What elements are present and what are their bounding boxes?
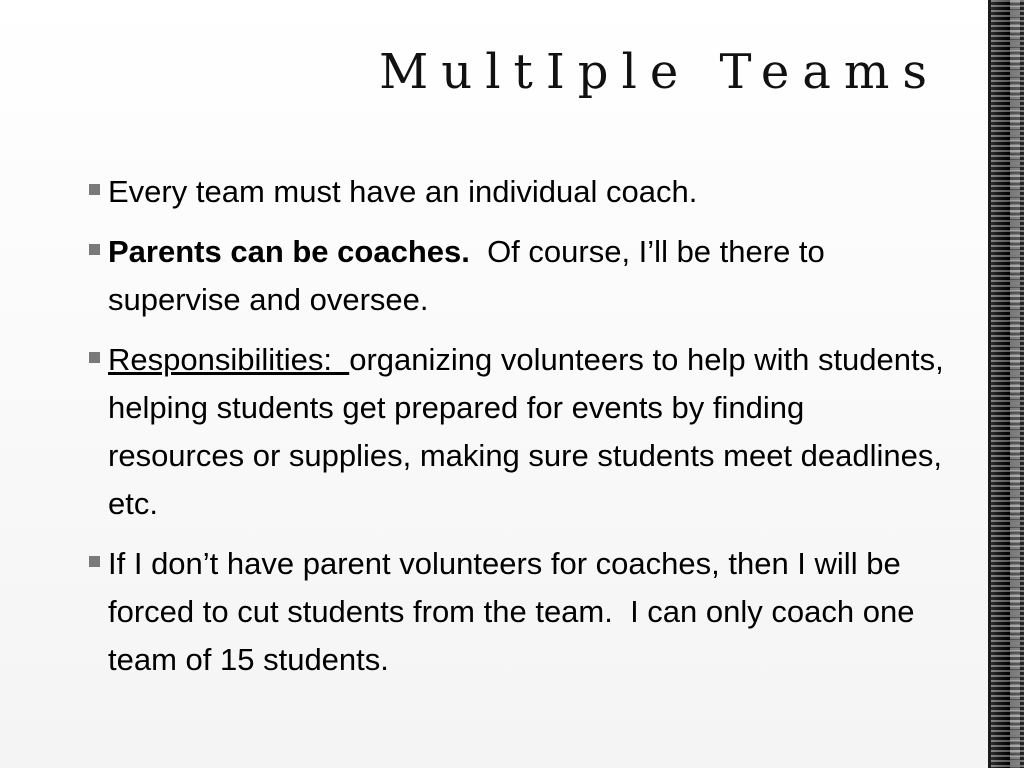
bullet-underlined-text: Responsibilities: <box>108 342 350 377</box>
bullet-item <box>86 540 946 684</box>
bullet-item <box>86 336 946 528</box>
decorative-side-strip <box>988 0 1024 768</box>
bullet-text: Every team must have an individual coach. <box>108 174 698 209</box>
square-bullet-icon <box>89 352 100 363</box>
bullet-text: Of course, I’ll be there to supervise and oversee. <box>108 234 834 317</box>
bullet-bold-text: Parents can be coaches. <box>108 234 470 269</box>
bullet-text: organizing volunteers to help with students, helping students get prepared for events by finding resources or supplies, making sure students meet deadlines, etc. <box>108 342 944 521</box>
square-bullet-icon <box>89 556 100 567</box>
square-bullet-icon <box>89 244 100 255</box>
square-bullet-icon <box>89 184 100 195</box>
slide-title: MultIple Teams <box>379 44 940 100</box>
bullet-item <box>86 168 946 216</box>
bullet-item <box>86 228 946 324</box>
bullet-text: If I don’t have parent volunteers for coaches, then I will be forced to cut students from the team. I can only coach one team of 15 students. <box>108 546 924 677</box>
bullet-list <box>86 168 946 696</box>
